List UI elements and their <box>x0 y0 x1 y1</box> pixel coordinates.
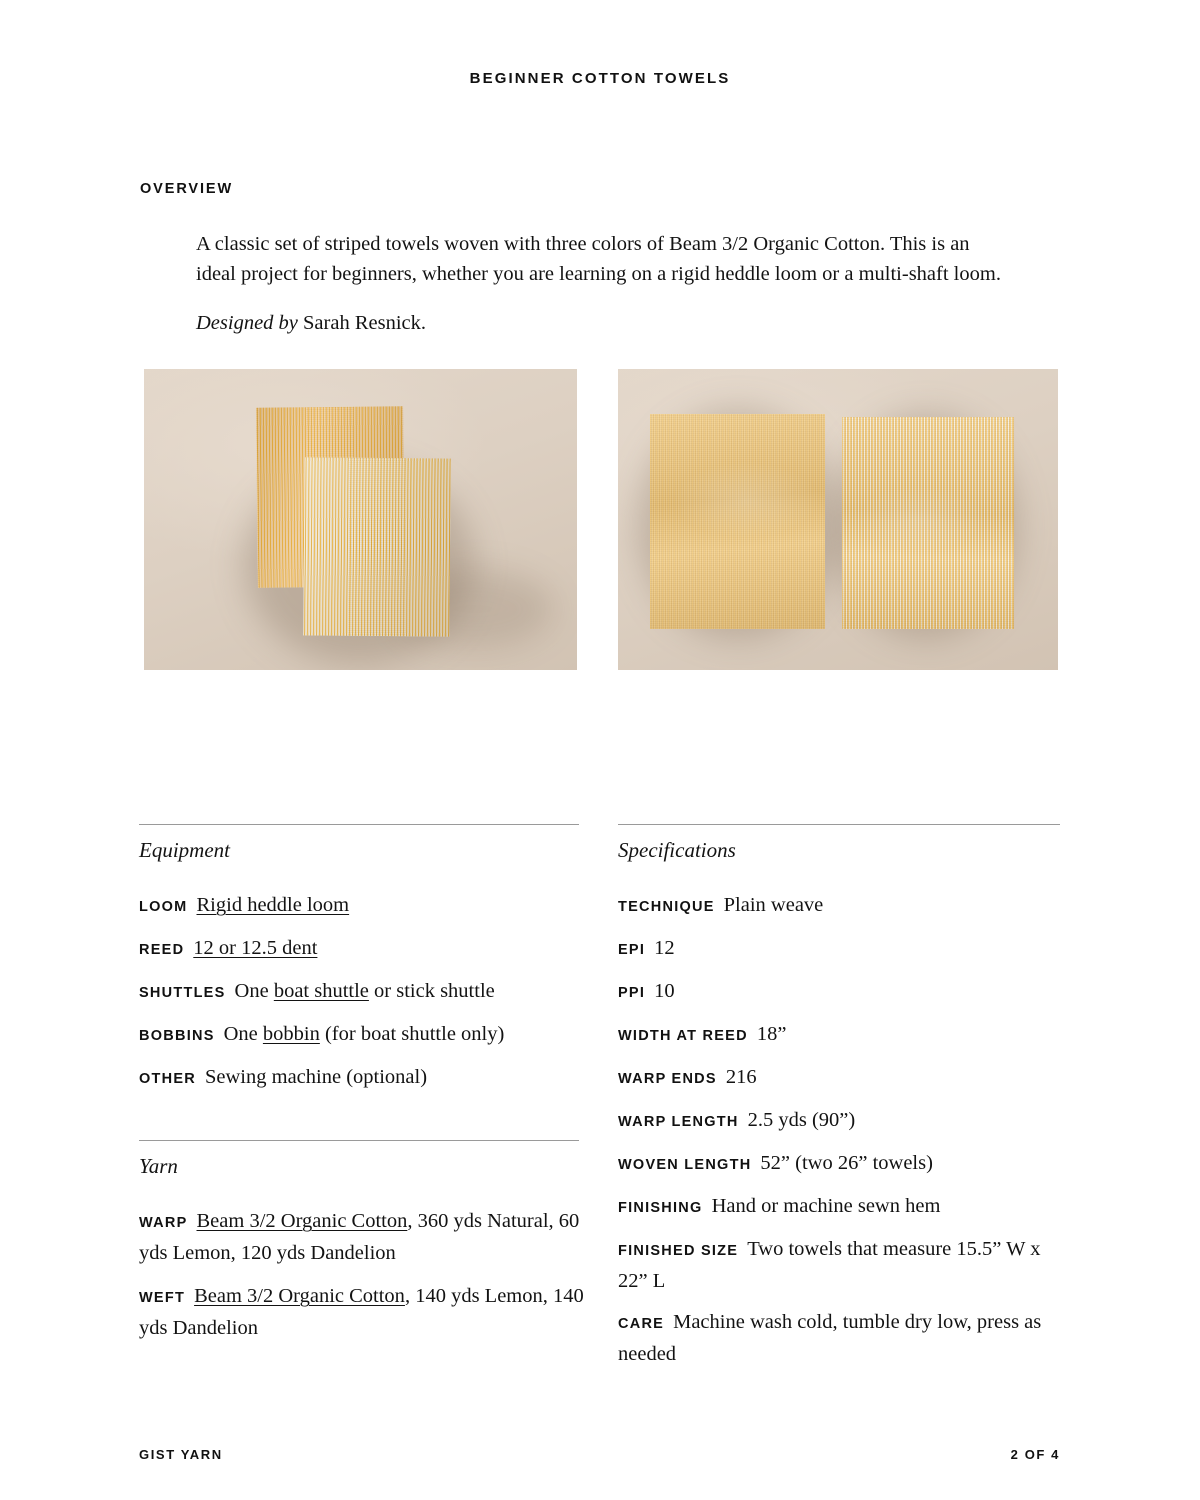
specifications-title: Specifications <box>618 838 736 862</box>
list-item <box>618 890 1070 922</box>
specifications-divider <box>618 824 1060 825</box>
item-value: Plain weave <box>723 894 824 916</box>
overview-paragraph: A classic set of striped towels woven with three colors of Beam 3/2 Organic Cotton. This is an ideal project for beginners, whether you are learning on a rigid heddle loom or a multi-shaft loom. <box>196 233 1001 285</box>
item-rest: , 140 yds Lemon, 140 yds Dandelion <box>139 1285 584 1339</box>
list-item <box>618 1307 1070 1369</box>
item-value: 2.5 yds (90”) <box>747 1109 856 1131</box>
footer-brand: GIST YARN <box>139 1447 223 1462</box>
item-link[interactable]: boat shuttle <box>273 980 369 1002</box>
item-label: REED <box>139 942 185 958</box>
overview-heading: OVERVIEW <box>140 181 234 197</box>
flat-towels-photo <box>618 369 1058 670</box>
overview-body <box>196 229 1011 338</box>
item-label: WARP <box>139 1215 188 1231</box>
list-item <box>618 1105 1070 1137</box>
list-item <box>618 933 1070 965</box>
list-item <box>618 1148 1070 1180</box>
towel-folded-front <box>303 457 451 636</box>
equipment-list <box>139 890 584 1105</box>
designer-credit-prefix: Designed by <box>196 312 298 334</box>
item-label: WEFT <box>139 1290 186 1306</box>
item-prefix: One <box>234 980 274 1002</box>
list-item <box>139 1281 584 1343</box>
item-label: CARE <box>618 1316 665 1332</box>
item-value: 52” (two 26” towels) <box>760 1152 933 1174</box>
yarn-divider <box>139 1140 579 1141</box>
list-item <box>618 976 1070 1008</box>
item-rest: (for boat shuttle only) <box>319 1023 505 1045</box>
item-link[interactable]: bobbin <box>262 1023 320 1045</box>
item-label: WARP ENDS <box>618 1071 717 1087</box>
item-value: 18” <box>756 1023 787 1045</box>
item-rest: or stick shuttle <box>368 980 495 1002</box>
item-prefix: One <box>223 1023 263 1045</box>
item-rest: , 360 yds Natural, 60 yds Lemon, 120 yds Dandelion <box>139 1210 580 1264</box>
item-link[interactable]: 12 or 12.5 dent <box>193 937 318 959</box>
designer-credit-name: Sarah Resnick. <box>303 312 427 334</box>
list-item <box>139 890 584 922</box>
item-label: TECHNIQUE <box>618 899 715 915</box>
yarn-title: Yarn <box>139 1154 178 1178</box>
item-value: Machine wash cold, tumble dry low, press as needed <box>618 1311 1042 1365</box>
equipment-title: Equipment <box>139 838 230 862</box>
item-label: WOVEN LENGTH <box>618 1157 752 1173</box>
item-value: 216 <box>725 1066 757 1088</box>
list-item <box>139 1062 584 1094</box>
item-label: FINISHING <box>618 1200 703 1216</box>
yarn-list <box>139 1206 584 1356</box>
list-item <box>618 1062 1070 1094</box>
item-label: OTHER <box>139 1071 196 1087</box>
item-link[interactable]: Rigid heddle loom <box>196 894 350 916</box>
list-item <box>139 1019 584 1051</box>
page-title: BEGINNER COTTON TOWELS <box>469 70 731 87</box>
item-label: SHUTTLES <box>139 985 226 1001</box>
list-item <box>618 1019 1070 1051</box>
item-value: 12 <box>654 937 675 959</box>
item-label: WIDTH AT REED <box>618 1028 748 1044</box>
item-value: 10 <box>654 980 675 1002</box>
footer-page-number: 2 OF 4 <box>1010 1447 1060 1462</box>
towel-flat-left <box>650 414 825 629</box>
equipment-divider <box>139 824 579 825</box>
item-label: PPI <box>618 985 646 1001</box>
specifications-list <box>618 890 1070 1380</box>
item-value: Hand or machine sewn hem <box>711 1195 941 1217</box>
item-link[interactable]: Beam 3/2 Organic Cotton <box>196 1210 408 1232</box>
list-item <box>139 933 584 965</box>
item-label: FINISHED SIZE <box>618 1243 739 1259</box>
item-label: EPI <box>618 942 646 958</box>
designer-credit <box>196 308 1011 338</box>
folded-towels-photo <box>144 369 577 670</box>
item-rest: Sewing machine (optional) <box>205 1066 428 1088</box>
list-item <box>618 1191 1070 1223</box>
item-label: LOOM <box>139 899 188 915</box>
item-value: Two towels that measure 15.5” W x 22” L <box>618 1238 1041 1292</box>
towel-flat-right <box>842 417 1014 629</box>
list-item <box>618 1234 1070 1296</box>
item-label: WARP LENGTH <box>618 1114 739 1130</box>
list-item <box>139 976 584 1008</box>
list-item <box>139 1206 584 1268</box>
item-label: BOBBINS <box>139 1028 215 1044</box>
item-link[interactable]: Beam 3/2 Organic Cotton <box>194 1285 405 1307</box>
